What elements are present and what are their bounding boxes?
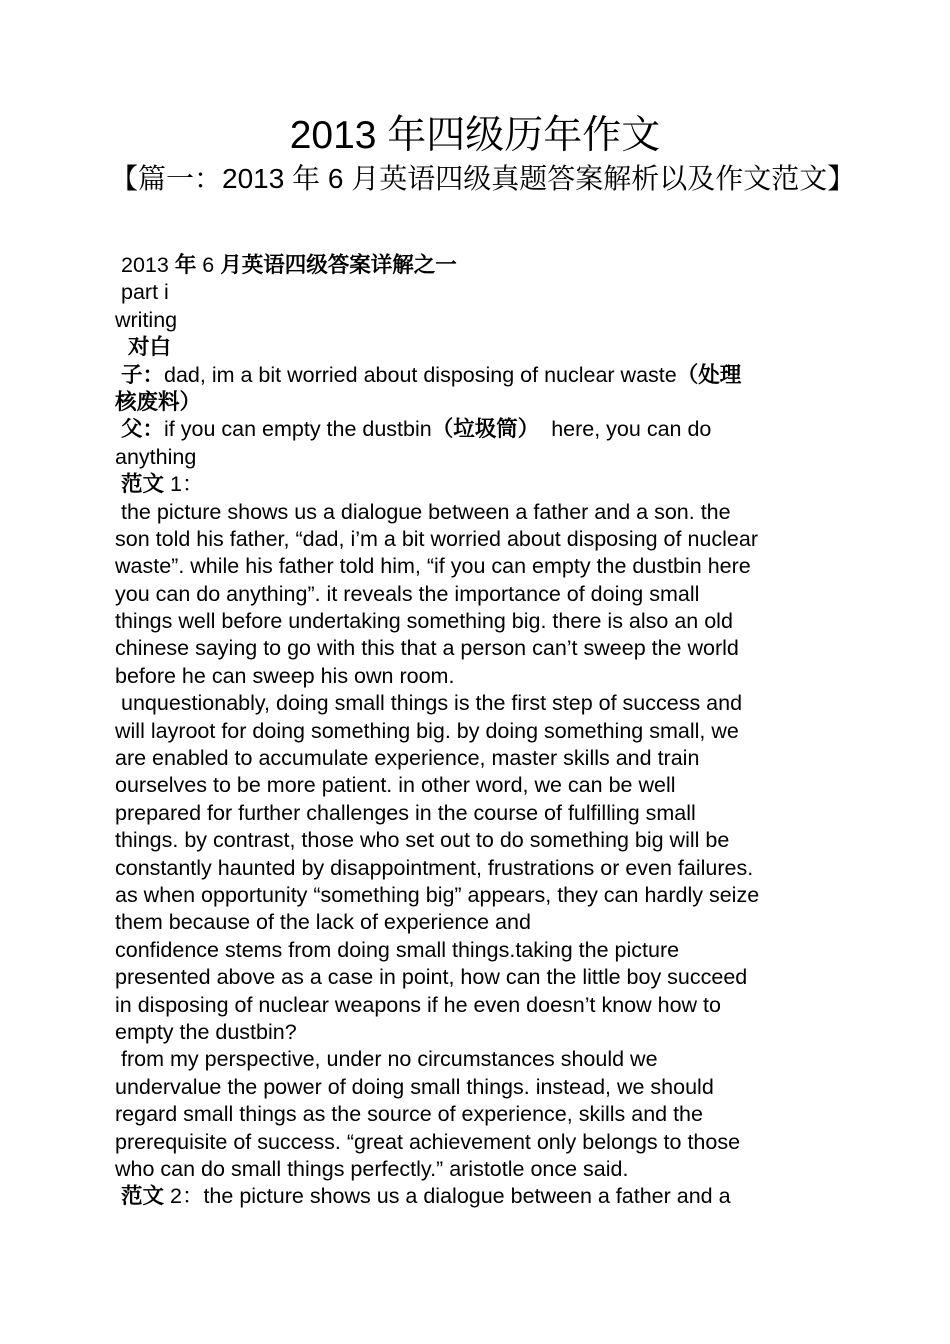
- essay-1-line: empty the dustbin?: [115, 1019, 297, 1044]
- dialogue-son: 子：dad, im a bit worried about disposing of nuclear waste（处理: [121, 362, 742, 387]
- text-line: part i: [121, 280, 169, 305]
- document-subtitle: 【篇一：2013 年 6 月英语四级真题答案解析以及作文范文】: [110, 163, 856, 194]
- essay-1-line: things. by contrast, those who set out to do something big will be: [115, 828, 730, 853]
- dialogue-son-cont: 核废料）: [115, 389, 202, 414]
- essay-1-line: before he can sweep his own room.: [115, 663, 455, 688]
- essay-1-line: who can do small things perfectly.” aristotle once said.: [115, 1156, 629, 1181]
- essay-1-line: the picture shows us a dialogue between a father and a son. the: [121, 499, 731, 524]
- essay-1-line: will layroot for doing something big. by doing something small, we: [115, 718, 739, 743]
- document-body: [115, 252, 840, 1211]
- essay-1-line: regard small things as the source of experience, skills and the: [115, 1102, 703, 1127]
- essay-1-line: prepared for further challenges in the course of fulfilling small: [115, 800, 696, 825]
- document-title: 2013 年四级历年作文: [289, 114, 661, 157]
- essay-1-line: from my perspective, under no circumstances should we: [121, 1047, 658, 1072]
- essay-1-line: in disposing of nuclear weapons if he even doesn’t know how to: [115, 992, 721, 1017]
- essay-1-line: undervalue the power of doing small things. instead, we should: [115, 1074, 714, 1099]
- essay-1-heading: 范文 1：: [121, 472, 204, 497]
- text-line: writing: [115, 307, 178, 332]
- essay-1-line: you can do anything”. it reveals the importance of doing small: [115, 581, 700, 606]
- dialogue-father-cont: anything: [115, 444, 197, 469]
- dialogue-label: 对白: [128, 335, 172, 360]
- dialogue-father: 父：if you can empty the dustbin（垃圾筒） here, you can do: [121, 417, 712, 442]
- essay-1-line: son told his father, “dad, i’m a bit worried about disposing of nuclear: [115, 526, 758, 551]
- essay-1-line: are enabled to accumulate experience, master skills and train: [115, 746, 700, 771]
- essay-1-line: presented above as a case in point, how can the little boy succeed: [115, 965, 748, 990]
- essay-1-line: confidence stems from doing small things.taking the picture: [115, 937, 680, 962]
- section-heading: 2013 年 6 月英语四级答案详解之一: [121, 253, 457, 277]
- essay-1-line: them because of the lack of experience and: [115, 910, 531, 935]
- essay-1-line: chinese saying to go with this that a person can’t sweep the world: [115, 636, 739, 661]
- essay-1-line: as when opportunity “something big” appears, they can hardly seize: [115, 882, 760, 907]
- essay-1-line: constantly haunted by disappointment, frustrations or even failures.: [115, 855, 754, 880]
- essay-1-line: things well before undertaking something big. there is also an old: [115, 609, 733, 634]
- essay-2-heading: 范文 2：the picture shows us a dialogue between a father and a: [121, 1184, 731, 1209]
- essay-1-line: prerequisite of success. “great achievement only belongs to those: [115, 1129, 741, 1154]
- essay-1-line: waste”. while his father told him, “if you can empty the dustbin here: [115, 554, 751, 579]
- essay-1-line: unquestionably, doing small things is the first step of success and: [121, 691, 743, 716]
- essay-1-line: ourselves to be more patient. in other word, we can be well: [115, 773, 676, 798]
